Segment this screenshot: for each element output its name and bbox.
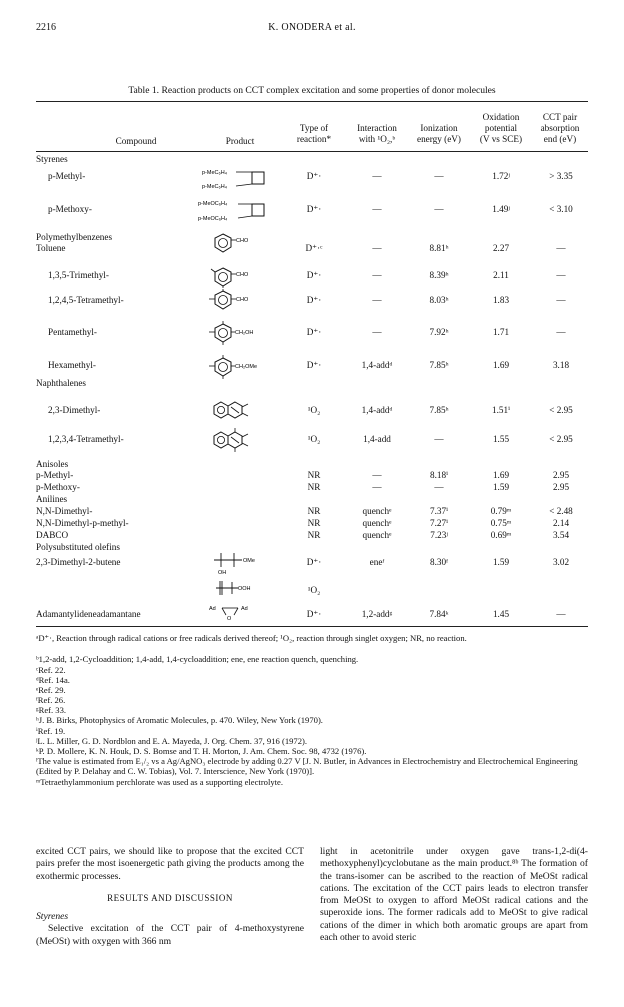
col-header-interaction	[345, 123, 409, 145]
table-cell-oxidation: 1.59	[492, 482, 510, 492]
table-cell-oxidation: 1.59	[492, 557, 510, 567]
col-header-oxidation-l1: Oxidation	[482, 112, 520, 122]
table-cell-compound: DABCO	[36, 530, 69, 540]
left-text-column	[36, 846, 304, 948]
table-cell-interaction: quenchᵉ	[362, 530, 392, 540]
table-cell-interaction: —	[372, 171, 382, 181]
footnote: ˡThe value is estimated from E₁/₂ vs a Ag/AgNO₃ electrode by adding 0.27 V [J. N. Butler, in Advances in Electrochemistry and Electrochemical Engineering (Edited by P. Delahay and C. W. Tobias), Vol. 7. Interscience, New York (1970)].	[36, 756, 578, 777]
right-text-column	[320, 846, 588, 944]
product-label-2a: p-MeOC₆H₄	[198, 201, 228, 207]
table-cell-oxidation: 1.51ⁱ	[492, 405, 510, 415]
section-heading: RESULTS AND DISCUSSION	[107, 892, 233, 903]
footnote: ᵃD⁺·, Reaction through radical cations or free radicals derived thereof; ¹O₂, reaction through singlet oxygen; NR, no reaction.	[36, 633, 467, 643]
table-cell-interaction: —	[372, 243, 382, 253]
table-cell-oxidation: 2.11	[493, 270, 509, 280]
col-header-cct-l2: absorption	[540, 123, 580, 133]
product-label-ch2oh: CH₂OH	[235, 330, 254, 336]
table-cell-interaction: —	[372, 295, 382, 305]
trimethylbenzaldehyde-structure	[206, 289, 254, 311]
pentamethylbenzyl-methyl-ether-structure	[206, 355, 262, 379]
table-cell-type: D⁺·	[306, 270, 322, 280]
footnote: ᶜRef. 22.	[36, 665, 66, 675]
product-label-ch2ome: CH₂OMe	[235, 364, 257, 370]
table-cell-type: ¹O₂	[307, 434, 321, 444]
product-label-2b: p-MeOC₆H₄	[198, 216, 228, 222]
table-cell-cct: —	[556, 270, 566, 280]
table-cell-ionization: 8.30ᶠ	[430, 557, 448, 567]
footnote: ᵇ1,2-add, 1,2-Cycloaddition; 1,4-add, 1,4-cycloaddition; ene, ene reaction quench, quenching.	[36, 654, 359, 664]
col-header-oxidation-l3: (V vs SCE)	[479, 134, 523, 144]
table-cell-cct: 3.54	[552, 530, 570, 540]
table-cell-compound: 2,3-Dimethyl-2-butene	[36, 557, 121, 567]
table-cell-compound: 1,2,4,5-Tetramethyl-	[48, 295, 124, 305]
naphthalene-endoperoxide-structure-1	[212, 398, 254, 422]
table-cell-compound: N,N-Dimethyl-	[36, 506, 93, 516]
col-header-type-l2: reaction*	[296, 134, 332, 144]
table-cell-interaction: 1,2-addᵍ	[361, 609, 393, 619]
table-cell-compound: p-Methoxy-	[48, 204, 92, 214]
cyclobutane-dimer-structure-2	[196, 197, 280, 227]
page-number: 2216	[36, 22, 56, 33]
table-cell-ionization: 7.37ⁱ	[430, 506, 448, 516]
table-cell-compound: p-Methyl-	[48, 171, 86, 181]
table-cell-cct: 2.95	[552, 470, 570, 480]
table-cell-cct: 3.18	[552, 360, 570, 370]
table-cell-oxidation: 0.69ᵐ	[490, 530, 512, 540]
table-cell-ionization: —	[434, 204, 444, 214]
table-cell-compound: Adamantylideneadamantane	[36, 609, 141, 619]
table-cell-cct: —	[556, 295, 566, 305]
table-cell-type: D⁺·	[306, 204, 322, 214]
product-label-1a: p-MeC₆H₄	[202, 170, 227, 176]
table-caption: Table 1. Reaction products on CCT complex excitation and some properties of donor molecules	[128, 85, 496, 96]
product-label-ooh: OOH	[238, 586, 251, 592]
table-cell-cct: > 3.35	[549, 171, 573, 181]
cyclobutane-dimer-structure-1	[200, 165, 280, 195]
table-cell-compound: Pentamethyl-	[48, 327, 97, 337]
table-cell-ionization: —	[434, 434, 444, 444]
table-cell-interaction: —	[372, 327, 382, 337]
table-cell-ionization: 8.03ʰ	[429, 295, 449, 305]
table-bottom-rule	[36, 626, 588, 627]
table-cell-interaction: —	[372, 270, 382, 280]
table-group-heading: Polysubstituted olefins	[36, 542, 120, 552]
footnote: ᵍRef. 33.	[36, 705, 67, 715]
pentamethylbenzyl-alcohol-structure	[206, 321, 258, 345]
col-header-type	[284, 123, 344, 145]
table-cell-oxidation: 1.55	[492, 434, 510, 444]
table-cell-interaction: —	[372, 204, 382, 214]
table-cell-oxidation: 1.49ʲ	[492, 204, 510, 214]
table-cell-interaction: —	[372, 482, 382, 492]
table-cell-type: NR	[307, 470, 321, 480]
col-header-cct-l3: end (eV)	[543, 134, 577, 144]
running-authors: K. ONODERA et al.	[268, 22, 356, 33]
table-cell-type: NR	[307, 518, 321, 528]
footnote: ⁱRef. 19.	[36, 726, 66, 736]
table-cell-oxidation: 1.83	[492, 295, 510, 305]
table-cell-interaction: 1,4-addᵈ	[361, 405, 393, 415]
table-cell-type: D⁺·	[306, 557, 322, 567]
col-header-ionization	[408, 123, 470, 145]
table-cell-cct: < 2.95	[549, 405, 573, 415]
table-top-rule	[36, 101, 588, 102]
table-cell-cct: —	[556, 609, 566, 619]
table-cell-oxidation: 0.79ᵐ	[490, 506, 512, 516]
table-cell-interaction: quenchᵉ	[362, 506, 392, 516]
table-cell-cct: < 2.48	[549, 506, 573, 516]
footnote: ʲL. L. Miller, G. D. Nordblon and E. A. Mayeda, J. Org. Chem. 37, 916 (1972).	[36, 736, 308, 746]
product-label-ad-1: Ad	[209, 606, 216, 612]
table-cell-ionization: —	[434, 171, 444, 181]
col-header-interaction-l1: Interaction	[357, 123, 397, 133]
table-cell-compound: 2,3-Dimethyl-	[48, 405, 101, 415]
table-group-heading: Styrenes	[36, 154, 68, 164]
table-group-heading: Anisoles	[36, 459, 69, 469]
product-label-cho-2: CHO	[236, 272, 249, 278]
col-header-ionization-l1: Ionization	[420, 123, 458, 133]
table-cell-compound: N,N-Dimethyl-p-methyl-	[36, 518, 129, 528]
table-cell-oxidation: 0.75ᵐ	[490, 518, 512, 528]
table-cell-cct: —	[556, 327, 566, 337]
table-group-heading: Polymethylbenzenes	[36, 232, 113, 242]
table-cell-compound: Toluene	[36, 243, 66, 253]
table-cell-cct: < 3.10	[549, 204, 573, 214]
col-header-interaction-l2: with ¹O₂,ᵇ	[358, 134, 396, 144]
table-cell-type: D⁺·	[306, 360, 322, 370]
allylic-hydroperoxide-structure	[214, 578, 254, 598]
table-cell-ionization: 7.92ʰ	[429, 327, 449, 337]
subsection-heading: Styrenes	[36, 911, 69, 923]
col-header-oxidation-l2: potential	[484, 123, 518, 133]
product-label-cho-3: CHO	[236, 297, 249, 303]
col-header-type-l1: Type of	[299, 123, 329, 133]
table-cell-type: NR	[307, 530, 321, 540]
table-cell-interaction: quenchᵉ	[362, 518, 392, 528]
table-cell-oxidation: 1.69	[492, 470, 510, 480]
table-cell-interaction: eneᶠ	[369, 557, 385, 567]
table-cell-ionization: 7.84ᵏ	[429, 609, 449, 619]
table-cell-cct: 3.02	[552, 557, 570, 567]
table-cell-compound: p-Methyl-	[36, 470, 74, 480]
product-label-cho-1: CHO	[236, 238, 249, 244]
table-cell-oxidation: 1.71	[492, 327, 510, 337]
table-cell-type: D⁺·	[306, 171, 322, 181]
dimethylbenzaldehyde-structure	[210, 266, 254, 288]
table-cell-cct: 2.14	[552, 518, 570, 528]
table-cell-compound: Hexamethyl-	[48, 360, 96, 370]
footnote: ᵈRef. 14a.	[36, 675, 70, 685]
left-body-paragraph: Selective excitation of the CCT pair of 4-methoxystyrene (MeOSt) with oxygen with 366 nm	[36, 923, 304, 947]
table-cell-oxidation: 1.69	[492, 360, 510, 370]
table-cell-compound: p-Methoxy-	[36, 482, 80, 492]
table-cell-type: D⁺·	[306, 295, 322, 305]
footnote: ᵉRef. 29.	[36, 685, 66, 695]
table-cell-type: ¹O₂	[307, 405, 321, 415]
table-cell-ionization: 8.18ⁱ	[430, 470, 448, 480]
table-cell-cct: —	[556, 243, 566, 253]
table-cell-ionization: 7.85ʰ	[429, 405, 449, 415]
table-cell-compound: 1,3,5-Trimethyl-	[48, 270, 109, 280]
footnote: ᵐTetraethylammonium perchlorate was used as a supporting electrolyte.	[36, 777, 284, 787]
table-cell-type: ¹O₂	[307, 585, 321, 595]
table-cell-oxidation: 2.27	[492, 243, 510, 253]
product-label-1b: p-MeC₆H₄	[202, 184, 227, 190]
product-label-o: O	[227, 616, 232, 622]
table-cell-ionization: 7.27ⁱ	[430, 518, 448, 528]
footnote: ʰJ. B. Birks, Photophysics of Aromatic Molecules, p. 470. Wiley, New York (1970).	[36, 715, 323, 725]
table-cell-interaction: —	[372, 470, 382, 480]
table-group-heading: Naphthalenes	[36, 378, 87, 388]
right-body-paragraph: light in acetonitrile under oxygen gave trans-1,2-di(4-methoxyphenyl)cyclobutane as the main product.⁸ᵇ The formation of the trans-isomer can be ascribed to the reaction of MeOSt radical cations. The excitation of the CCT pairs leads to electron transfer from MeOSt to oxygen to afford MeOSt radical cations and the superoxide ions. The former radicals add to MeOSt to give radical cations of the dimer in which both aromatic groups are apart from each other to avoid steric	[320, 846, 588, 944]
table-cell-ionization: 7.85ʰ	[429, 360, 449, 370]
col-header-compound: Compound	[115, 136, 157, 146]
table-cell-type: D⁺·	[306, 327, 322, 337]
table-cell-type: NR	[307, 482, 321, 492]
product-label-ad-2: Ad	[241, 606, 248, 612]
table-cell-type: NR	[307, 506, 321, 516]
table-cell-ionization: 8.39ʰ	[429, 270, 449, 280]
footnote: ᵏP. D. Mollere, K. N. Houk, D. S. Bomse and T. H. Morton, J. Am. Chem. Soc. 98, 4732 (1976).	[36, 746, 367, 756]
benzaldehyde-structure	[214, 232, 254, 254]
naphthalene-endoperoxide-structure-2	[212, 428, 254, 452]
table-cell-type: D⁺·ᶜ	[305, 243, 323, 253]
product-label-oh: OH	[218, 570, 227, 576]
col-header-ionization-l2: energy (eV)	[417, 134, 461, 144]
left-intro-paragraph: excited CCT pairs, we should like to propose that the excited CCT pairs prefer the most isoenergetic path giving the products among the exothermic processes.	[36, 846, 304, 882]
col-header-cct	[532, 112, 588, 145]
table-cell-ionization: —	[434, 482, 444, 492]
col-header-cct-l1: CCT pair	[542, 112, 578, 122]
table-header-rule	[36, 151, 588, 152]
table-cell-oxidation: 1.45	[492, 609, 510, 619]
methoxy-alcohol-structure	[212, 548, 260, 576]
footnote: ᶠRef. 26.	[36, 695, 66, 705]
table-cell-oxidation: 1.72ʲ	[492, 171, 510, 181]
table-cell-cct: < 2.95	[549, 434, 573, 444]
table-cell-cct: 2.95	[552, 482, 570, 492]
running-header	[36, 22, 588, 36]
col-header-product: Product	[225, 136, 255, 146]
dioxetane-structure	[208, 600, 258, 622]
col-header-oxidation	[468, 112, 534, 145]
table-cell-ionization: 7.23ʲ	[430, 530, 448, 540]
table-cell-interaction: 1,4-addᵈ	[361, 360, 393, 370]
product-label-ome: OMe	[243, 558, 255, 564]
table-cell-compound: 1,2,3,4-Tetramethyl-	[48, 434, 124, 444]
table-group-heading: Anilines	[36, 494, 68, 504]
table-cell-ionization: 8.81ʰ	[429, 243, 449, 253]
table-cell-type: D⁺·	[306, 609, 322, 619]
table-cell-interaction: 1,4-add	[363, 434, 391, 444]
